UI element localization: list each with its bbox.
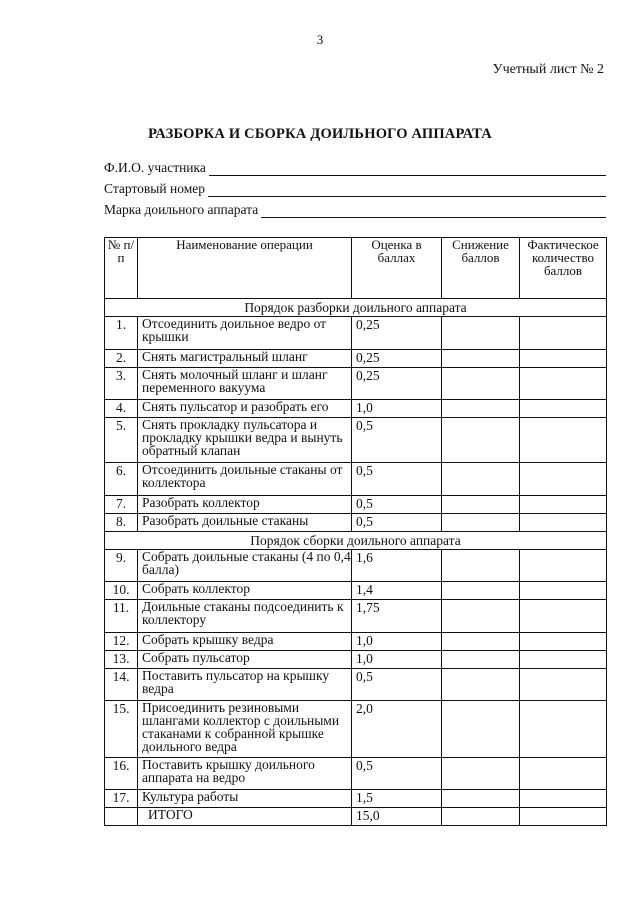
- operations-table: [104, 237, 607, 826]
- row-number: 16.: [105, 758, 138, 790]
- row-number: 5.: [105, 418, 138, 463]
- page-title: РАЗБОРКА И СБОРКА ДОИЛЬНОГО АППАРАТА: [148, 126, 492, 142]
- row-reduction-cell[interactable]: [442, 400, 520, 418]
- row-operation: Отсоединить доильные стаканы от коллектора: [138, 463, 352, 496]
- row-number: 9.: [105, 550, 138, 582]
- start-number-field[interactable]: [104, 179, 606, 197]
- row-score: 0,5: [352, 418, 442, 463]
- row-actual-cell[interactable]: [520, 582, 607, 600]
- row-number: 12.: [105, 633, 138, 651]
- section-row: [105, 532, 607, 550]
- row-number: 15.: [105, 701, 138, 758]
- table-row: [105, 550, 607, 582]
- row-number: 13.: [105, 651, 138, 669]
- row-reduction-cell[interactable]: [442, 368, 520, 400]
- row-reduction-cell[interactable]: [442, 496, 520, 514]
- total-actual-cell[interactable]: [520, 808, 607, 826]
- row-operation: Собрать крышку ведра: [138, 633, 352, 651]
- total-number-cell: [105, 808, 138, 826]
- table-row: [105, 758, 607, 790]
- header-score: Оценка в баллах: [352, 238, 442, 299]
- table-row: [105, 496, 607, 514]
- row-score: 0,5: [352, 496, 442, 514]
- milking-machine-brand-label: Марка доильного аппарата: [104, 202, 259, 217]
- row-actual-cell[interactable]: [520, 651, 607, 669]
- row-actual-cell[interactable]: [520, 758, 607, 790]
- row-reduction-cell[interactable]: [442, 317, 520, 350]
- row-score: 2,0: [352, 701, 442, 758]
- row-score: 0,5: [352, 669, 442, 701]
- row-reduction-cell[interactable]: [442, 758, 520, 790]
- row-reduction-cell[interactable]: [442, 600, 520, 633]
- row-reduction-cell[interactable]: [442, 550, 520, 582]
- table-row: [105, 669, 607, 701]
- table-row: [105, 790, 607, 808]
- row-operation: Разобрать коллектор: [138, 496, 352, 514]
- row-actual-cell[interactable]: [520, 633, 607, 651]
- row-reduction-cell[interactable]: [442, 350, 520, 368]
- row-operation: Присоединить резиновыми шлангами коллектор с доильными стаканами к собранной крышке доильного ведра: [138, 701, 352, 758]
- page-number: 3: [316, 32, 324, 47]
- row-operation: Снять молочный шланг и шланг переменного вакуума: [138, 368, 352, 400]
- header-reduction: Снижение баллов: [442, 238, 520, 299]
- row-operation: Поставить крышку доильного аппарата на ведро: [138, 758, 352, 790]
- table-row: [105, 418, 607, 463]
- row-actual-cell[interactable]: [520, 514, 607, 532]
- row-score: 1,4: [352, 582, 442, 600]
- row-score: 0,25: [352, 350, 442, 368]
- row-reduction-cell[interactable]: [442, 633, 520, 651]
- row-operation: Разобрать доильные стаканы: [138, 514, 352, 532]
- row-reduction-cell[interactable]: [442, 669, 520, 701]
- row-actual-cell[interactable]: [520, 317, 607, 350]
- row-operation: Собрать коллектор: [138, 582, 352, 600]
- row-score: 0,5: [352, 463, 442, 496]
- total-reduction-cell[interactable]: [442, 808, 520, 826]
- start-number-line[interactable]: [208, 182, 606, 197]
- header-actual: Фактическое количество баллов: [520, 238, 607, 299]
- table-row: [105, 633, 607, 651]
- participant-name-label: Ф.И.О. участника: [104, 160, 206, 175]
- table-header: [105, 238, 607, 299]
- row-actual-cell[interactable]: [520, 790, 607, 808]
- total-row: [105, 808, 607, 826]
- section-assembly: Порядок сборки доильного аппарата: [105, 532, 607, 550]
- row-actual-cell[interactable]: [520, 701, 607, 758]
- participant-name-line[interactable]: [209, 161, 606, 176]
- row-number: 14.: [105, 669, 138, 701]
- row-reduction-cell[interactable]: [442, 790, 520, 808]
- row-operation: Снять прокладку пульсатора и прокладку крышки ведра и вынуть обратный клапан: [138, 418, 352, 463]
- table-row: [105, 400, 607, 418]
- row-reduction-cell[interactable]: [442, 514, 520, 532]
- row-score: 0,25: [352, 317, 442, 350]
- milking-machine-brand-line[interactable]: [261, 203, 606, 218]
- row-actual-cell[interactable]: [520, 463, 607, 496]
- table-row: [105, 514, 607, 532]
- row-operation: Снять пульсатор и разобрать его: [138, 400, 352, 418]
- row-number: 10.: [105, 582, 138, 600]
- row-score: 1,6: [352, 550, 442, 582]
- row-operation: Отсоединить доильное ведро от крышки: [138, 317, 352, 350]
- row-operation: Доильные стаканы подсоединить к коллектору: [138, 600, 352, 633]
- participant-name-field[interactable]: [104, 158, 606, 176]
- row-reduction-cell[interactable]: [442, 582, 520, 600]
- total-score: 15,0: [352, 808, 442, 826]
- row-actual-cell[interactable]: [520, 368, 607, 400]
- row-score: 1,5: [352, 790, 442, 808]
- start-number-label: Стартовый номер: [104, 181, 205, 196]
- section-row: [105, 299, 607, 317]
- row-score: 0,5: [352, 514, 442, 532]
- table-row: [105, 317, 607, 350]
- row-score: 0,25: [352, 368, 442, 400]
- table-row: [105, 651, 607, 669]
- row-score: 1,75: [352, 600, 442, 633]
- row-operation: Снять магистральный шланг: [138, 350, 352, 368]
- header-number: № п/п: [105, 238, 138, 299]
- row-score: 1,0: [352, 651, 442, 669]
- table-row: [105, 582, 607, 600]
- row-reduction-cell[interactable]: [442, 651, 520, 669]
- row-number: 2.: [105, 350, 138, 368]
- row-actual-cell[interactable]: [520, 600, 607, 633]
- row-number: 6.: [105, 463, 138, 496]
- table-row: [105, 600, 607, 633]
- table-row: [105, 368, 607, 400]
- row-actual-cell[interactable]: [520, 550, 607, 582]
- row-actual-cell[interactable]: [520, 400, 607, 418]
- row-actual-cell[interactable]: [520, 496, 607, 514]
- row-reduction-cell[interactable]: [442, 418, 520, 463]
- row-number: 11.: [105, 600, 138, 633]
- row-number: 17.: [105, 790, 138, 808]
- row-number: 3.: [105, 368, 138, 400]
- row-reduction-cell[interactable]: [442, 701, 520, 758]
- row-number: 7.: [105, 496, 138, 514]
- section-disassembly: Порядок разборки доильного аппарата: [105, 299, 607, 317]
- sheet-label: Учетный лист № 2: [492, 62, 604, 77]
- row-actual-cell[interactable]: [520, 350, 607, 368]
- row-operation: Собрать доильные стаканы (4 по 0,4 балла): [138, 550, 352, 582]
- row-number: 4.: [105, 400, 138, 418]
- row-score: 0,5: [352, 758, 442, 790]
- row-operation: Поставить пульсатор на крышку ведра: [138, 669, 352, 701]
- row-actual-cell[interactable]: [520, 669, 607, 701]
- header-operation: Наименование операции: [138, 238, 352, 299]
- table-row: [105, 463, 607, 496]
- table-row: [105, 350, 607, 368]
- table-row: [105, 701, 607, 758]
- total-label: ИТОГО: [138, 808, 352, 826]
- row-actual-cell[interactable]: [520, 418, 607, 463]
- row-score: 1,0: [352, 400, 442, 418]
- row-number: 1.: [105, 317, 138, 350]
- row-reduction-cell[interactable]: [442, 463, 520, 496]
- row-score: 1,0: [352, 633, 442, 651]
- milking-machine-brand-field[interactable]: [104, 200, 606, 218]
- row-operation: Собрать пульсатор: [138, 651, 352, 669]
- row-number: 8.: [105, 514, 138, 532]
- row-operation: Культура работы: [138, 790, 352, 808]
